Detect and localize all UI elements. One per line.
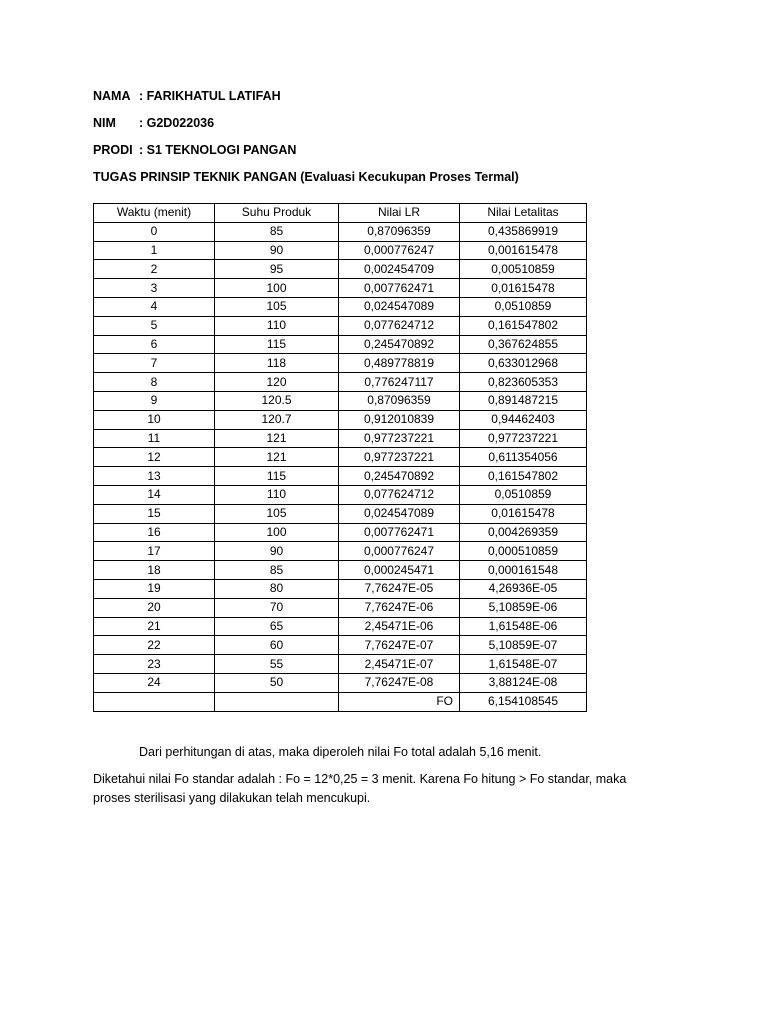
table-cell: 13 [94, 467, 215, 486]
table-cell: 0,024547089 [339, 297, 460, 316]
name-value: : FARIKHATUL LATIFAH [139, 89, 281, 103]
table-row [94, 373, 587, 392]
table-cell: 0,489778819 [339, 354, 460, 373]
table-cell: 0,004269359 [460, 523, 587, 542]
table-row [94, 523, 587, 542]
result-paragraph: Dari perhitungan di atas, maka diperoleh nilai Fo total adalah 5,16 menit. [139, 745, 542, 759]
table-cell: 2,45471E-07 [339, 655, 460, 674]
table-cell: 110 [215, 316, 339, 335]
table-cell: 0,002454709 [339, 260, 460, 279]
table-cell: 90 [215, 542, 339, 561]
table-cell: 20 [94, 598, 215, 617]
table-cell: 110 [215, 485, 339, 504]
table-cell: 0,024547089 [339, 504, 460, 523]
empty-cell [94, 692, 215, 711]
table-body [94, 222, 587, 692]
table-cell: 0,611354056 [460, 448, 587, 467]
table-cell: 15 [94, 504, 215, 523]
table-cell: 105 [215, 504, 339, 523]
fo-label: FO [339, 692, 460, 711]
table-cell: 0,0510859 [460, 485, 587, 504]
name-line [93, 89, 281, 103]
table-cell: 85 [215, 222, 339, 241]
table-cell: 8 [94, 373, 215, 392]
table-cell: 0,000161548 [460, 561, 587, 580]
nim-line [93, 116, 215, 130]
table-cell: 0,245470892 [339, 335, 460, 354]
table-row [94, 467, 587, 486]
table-cell: 55 [215, 655, 339, 674]
table-row [94, 598, 587, 617]
table-cell: 0,01615478 [460, 279, 587, 298]
table-row [94, 260, 587, 279]
table-cell: 22 [94, 636, 215, 655]
table-cell: 7,76247E-08 [339, 673, 460, 692]
table-cell: 3 [94, 279, 215, 298]
name-label: NAMA [93, 89, 131, 103]
table-cell: 5,10859E-07 [460, 636, 587, 655]
table-row [94, 316, 587, 335]
table-cell: 19 [94, 579, 215, 598]
table-cell: 0,977237221 [339, 448, 460, 467]
table-row [94, 504, 587, 523]
table-row [94, 297, 587, 316]
table-cell: 1 [94, 241, 215, 260]
table-cell: 0,94462403 [460, 410, 587, 429]
table-cell: 0,245470892 [339, 467, 460, 486]
table-cell: 121 [215, 429, 339, 448]
table-row [94, 448, 587, 467]
column-header: Nilai Letalitas [460, 204, 587, 223]
table-cell: 1,61548E-07 [460, 655, 587, 674]
table-cell: 0,077624712 [339, 316, 460, 335]
table-cell: 100 [215, 279, 339, 298]
table-cell: 95 [215, 260, 339, 279]
table-row [94, 391, 587, 410]
table-cell: 0,000245471 [339, 561, 460, 580]
table-cell: 50 [215, 673, 339, 692]
table-cell: 0,161547802 [460, 467, 587, 486]
lethality-table [93, 203, 587, 712]
table-cell: 0,435869919 [460, 222, 587, 241]
table-cell: 65 [215, 617, 339, 636]
table-row [94, 485, 587, 504]
table-row [94, 410, 587, 429]
table-cell: 9 [94, 391, 215, 410]
table-cell: 80 [215, 579, 339, 598]
table-row [94, 655, 587, 674]
table-cell: 0,776247117 [339, 373, 460, 392]
table-cell: 3,88124E-08 [460, 673, 587, 692]
table-cell: 7,76247E-05 [339, 579, 460, 598]
table-cell: 0,007762471 [339, 279, 460, 298]
column-header: Suhu Produk [215, 204, 339, 223]
table-row [94, 279, 587, 298]
table-cell: 118 [215, 354, 339, 373]
table-cell: 5,10859E-06 [460, 598, 587, 617]
table-cell: 120.5 [215, 391, 339, 410]
table-cell: 7,76247E-07 [339, 636, 460, 655]
table-cell: 0,00510859 [460, 260, 587, 279]
table-cell: 0,87096359 [339, 391, 460, 410]
table-cell: 24 [94, 673, 215, 692]
table-cell: 0,633012968 [460, 354, 587, 373]
table-cell: 90 [215, 241, 339, 260]
table-cell: 0,977237221 [339, 429, 460, 448]
table-row [94, 542, 587, 561]
table-cell: 0,000510859 [460, 542, 587, 561]
table-row [94, 222, 587, 241]
prodi-value: : S1 TEKNOLOGI PANGAN [139, 143, 297, 157]
prodi-line [93, 143, 297, 157]
table-cell: 12 [94, 448, 215, 467]
table-cell: 4 [94, 297, 215, 316]
column-header: Waktu (menit) [94, 204, 215, 223]
table-cell: 0,367624855 [460, 335, 587, 354]
table-cell: 10 [94, 410, 215, 429]
table-cell: 105 [215, 297, 339, 316]
table-row [94, 636, 587, 655]
table-row [94, 561, 587, 580]
table-cell: 1,61548E-06 [460, 617, 587, 636]
table-cell: 0,891487215 [460, 391, 587, 410]
table-row [94, 354, 587, 373]
table-cell: 0,87096359 [339, 222, 460, 241]
task-title: TUGAS PRINSIP TEKNIK PANGAN (Evaluasi Kecukupan Proses Termal) [93, 170, 519, 184]
table-row [94, 579, 587, 598]
table-cell: 115 [215, 335, 339, 354]
fo-total-row [94, 692, 587, 711]
table-cell: 120 [215, 373, 339, 392]
table-cell: 7 [94, 354, 215, 373]
table-cell: 0,007762471 [339, 523, 460, 542]
column-header: Nilai LR [339, 204, 460, 223]
table-cell: 7,76247E-06 [339, 598, 460, 617]
table-cell: 100 [215, 523, 339, 542]
table-cell: 11 [94, 429, 215, 448]
table-cell: 0,000776247 [339, 542, 460, 561]
table-cell: 6 [94, 335, 215, 354]
table-header-row [94, 204, 587, 223]
table-cell: 5 [94, 316, 215, 335]
table-cell: 121 [215, 448, 339, 467]
table-cell: 21 [94, 617, 215, 636]
table-cell: 4,26936E-05 [460, 579, 587, 598]
fo-value: 6,154108545 [460, 692, 587, 711]
table-cell: 85 [215, 561, 339, 580]
table-cell: 0,077624712 [339, 485, 460, 504]
prodi-label: PRODI [93, 143, 133, 157]
table-cell: 115 [215, 467, 339, 486]
table-row [94, 429, 587, 448]
table-cell: 0,161547802 [460, 316, 587, 335]
nim-value: : G2D022036 [139, 116, 215, 130]
nim-label: NIM [93, 116, 116, 130]
table-cell: 60 [215, 636, 339, 655]
table-cell: 70 [215, 598, 339, 617]
table-cell: 0,912010839 [339, 410, 460, 429]
table-row [94, 335, 587, 354]
table-cell: 0,01615478 [460, 504, 587, 523]
table-cell: 120.7 [215, 410, 339, 429]
table-cell: 2,45471E-06 [339, 617, 460, 636]
table-cell: 2 [94, 260, 215, 279]
table-cell: 0,977237221 [460, 429, 587, 448]
table-cell: 0,000776247 [339, 241, 460, 260]
table-cell: 18 [94, 561, 215, 580]
conclusion-paragraph: Diketahui nilai Fo standar adalah : Fo = 12*0,25 = 3 menit. Karena Fo hitung > Fo standar, maka proses sterilisasi yang dilakukan telah mencukupi. [93, 772, 627, 805]
empty-cell [215, 692, 339, 711]
table-row [94, 617, 587, 636]
table-cell: 16 [94, 523, 215, 542]
table-cell: 0 [94, 222, 215, 241]
table-cell: 0,001615478 [460, 241, 587, 260]
table-cell: 17 [94, 542, 215, 561]
table-cell: 0,0510859 [460, 297, 587, 316]
table-row [94, 673, 587, 692]
table-cell: 14 [94, 485, 215, 504]
table-cell: 23 [94, 655, 215, 674]
table-row [94, 241, 587, 260]
table-cell: 0,823605353 [460, 373, 587, 392]
